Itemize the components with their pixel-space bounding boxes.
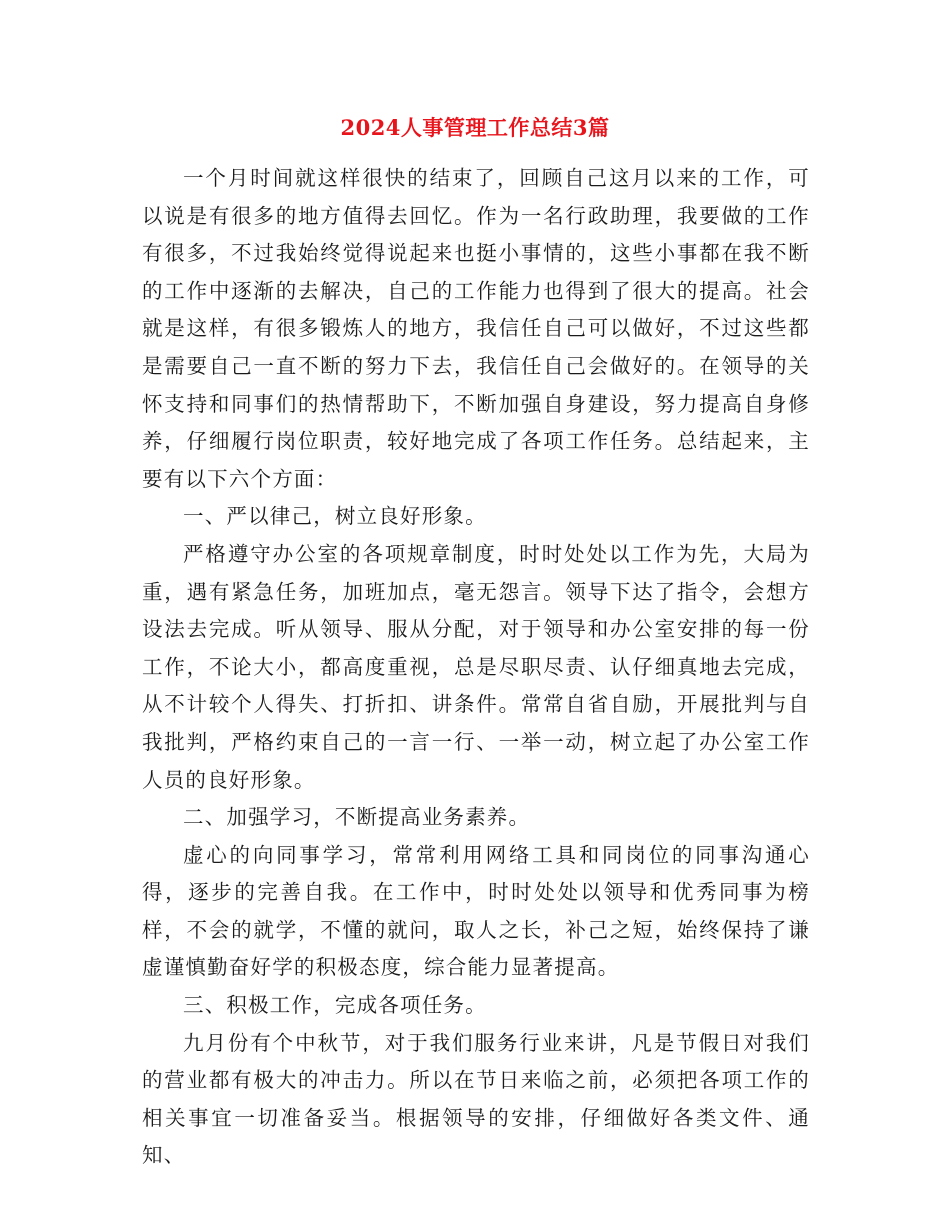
paragraph-section-1: 严格遵守办公室的各项规章制度，时时处处以工作为先，大局为重，遇有紧急任务，加班加点，毫无怨言。领导下达了指令，会想方设法去完成。听从领导、服从分配，对于领导和办公室安排的每一份工作，不论大小，都高度重视，总是尽职尽责、认仔细真地去完成，从不计较个人得失、打折扣、讲条件。常常自省自励，开展批判与自我批判，严格约束自己的一言一行、一举一动，树立起了办公室工作人员的良好形象。 — [142, 541, 810, 792]
paragraph-section-2: 虚心的向同事学习，常常利用网络工具和同岗位的同事沟通心得，逐步的完善自我。在工作中，时时处处以领导和优秀同事为榜样，不会的就学，不懂的就问，取人之长，补己之短，始终保持了谦虚谨慎勤奋好学的积极态度，综合能力显著提高。 — [142, 842, 810, 980]
document-title: 2024人事管理工作总结3篇 — [340, 115, 610, 140]
heading-section-2: 二、加强学习，不断提高业务素养。 — [183, 805, 531, 830]
paragraph-intro: 一个月时间就这样很快的结束了，回顾自己这月以来的工作，可以说是有很多的地方值得去回忆。作为一名行政助理，我要做的工作有很多，不过我始终觉得说起来也挺小事情的，这些小事都在我不断的工作中逐渐的去解决，自己的工作能力也得到了很大的提高。社会就是这样，有很多锻炼人的地方，我信任自己可以做好，不过这些都是需要自己一直不断的努力下去，我信任自己会做好的。在领导的关怀支持和同事们的热情帮助下，不断加强自身建设，努力提高自身修养，仔细履行岗位职责，较好地完成了各项工作任务。总结起来，主要有以下六个方面： — [142, 166, 810, 491]
heading-section-3: 三、积极工作，完成各项任务。 — [183, 993, 487, 1018]
document-body — [142, 160, 810, 1175]
paragraph-section-3: 九月份有个中秋节，对于我们服务行业来讲，凡是节假日对我们的营业都有极大的冲击力。所以在节日来临之前，必须把各项工作的相关事宜一切准备妥当。根据领导的安排，仔细做好各类文件、通知、 — [142, 1030, 810, 1168]
heading-section-1: 一、严以律己，树立良好形象。 — [183, 504, 487, 529]
